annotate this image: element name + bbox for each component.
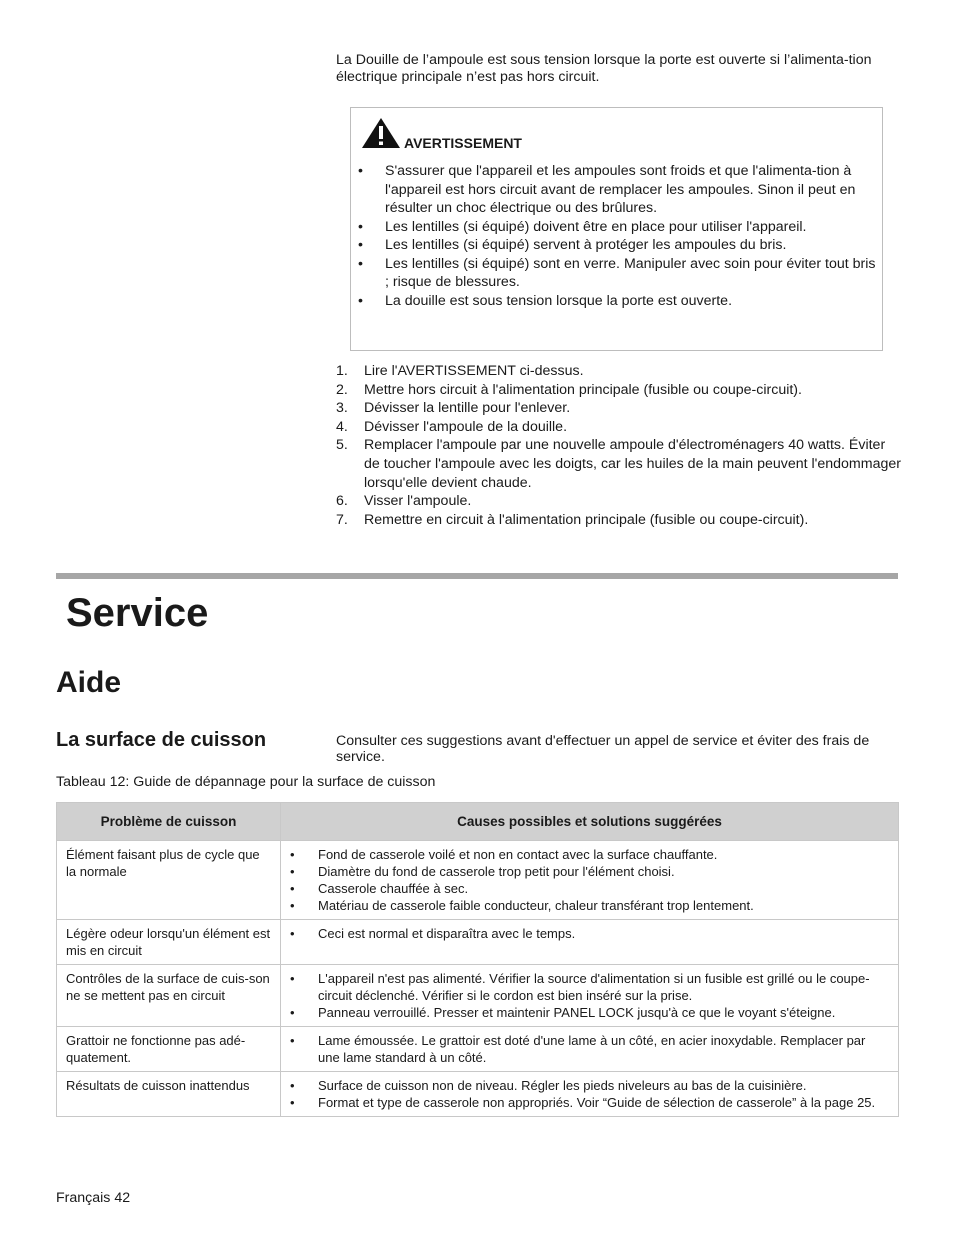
solution-text: L'appareil n'est pas alimenté. Vérifier la source d'alimentation si un fusible est grillé ou le coupe-circuit déclenché. Vérifier si le cordon est bien inséré sur la prise. [318,971,870,1003]
solution-item [289,1004,884,1021]
solution-item [289,846,884,863]
solution-item [289,970,884,1004]
warning-item-text: Les lentilles (si équipé) servent à protéger les ampoules du bris. [385,237,787,253]
step-number: 3. [336,400,348,417]
warning-triangle-icon [361,117,401,149]
table-row [57,965,899,1027]
topic-title: La surface de cuisson [56,729,267,751]
solution-text: Casserole chauffée à sec. [318,881,469,896]
warning-header [361,117,522,149]
bullet-icon: • [290,1095,295,1110]
troubleshooting-table [56,802,899,1117]
solution-text: Format et type de casserole non appropriés. Voir “Guide de sélection de casserole” à la page 25. [318,1095,876,1110]
intro-paragraph: La Douille de l’ampoule est sous tension lorsque la porte est ouverte si l’alimenta-tion électrique principale n’est pas hors circuit. [336,52,872,85]
column-header-problem: Problème de cuisson [57,803,281,841]
bullet-icon: • [290,898,295,913]
solutions-list [289,1032,884,1066]
step-item [336,418,902,437]
solution-text: Diamètre du fond de casserole trop petit pour l'élément choisi. [318,864,675,879]
bullet-icon: • [290,1033,295,1048]
bullet-icon: • [290,1005,295,1020]
problem-cell: Légère odeur lorsqu'un élément est mis en circuit [57,920,281,965]
problem-cell: Résultats de cuisson inattendus [57,1072,281,1117]
subsection-title: Aide [56,666,122,699]
step-item [336,511,902,530]
column-header-solutions: Causes possibles et solutions suggérées [281,803,899,841]
solutions-list [289,1077,884,1111]
step-text: Mettre hors circuit à l'alimentation principale (fusible ou coupe-circuit). [364,381,802,398]
step-number: 2. [336,381,348,398]
warning-box [350,107,883,351]
bullet-icon: • [358,218,363,235]
bullet-icon: • [290,881,295,896]
solutions-cell [281,1027,899,1072]
warning-item [357,292,877,311]
table-row [57,841,899,920]
step-item [336,362,902,381]
warning-item-text: La douille est sous tension lorsque la porte est ouverte. [385,292,733,309]
table-caption: Tableau 12: Guide de dépannage pour la surface de cuisson [56,774,436,790]
warning-list [357,162,877,310]
solution-item [289,925,884,942]
step-text: Lire l'AVERTISSEMENT ci-dessus. [364,363,584,379]
warning-item [357,255,877,292]
step-text: Dévisser la lentille pour l'enlever. [364,400,571,417]
solutions-cell [281,1072,899,1117]
step-text: Dévisser l'ampoule de la douille. [364,418,568,435]
solutions-cell [281,920,899,965]
solution-text: Matériau de casserole faible conducteur, chaleur transférant trop lentement. [318,898,754,913]
solution-text: Panneau verrouillé. Presser et maintenir PANEL LOCK jusqu'à ce que le voyant s'éteigne. [318,1005,836,1020]
bullet-icon: • [290,971,295,986]
step-item [336,436,902,492]
topic-description: Consulter ces suggestions avant d'effectuer un appel de service et éviter des frais de service. [336,733,870,765]
solutions-list [289,925,884,942]
page-footer: Français 42 [56,1190,131,1206]
solution-text: Lame émoussée. Le grattoir est doté d'une lame à un côté, en acier inoxydable. Remplacer par une lame standard à un côté. [318,1033,866,1065]
table-header-row [57,803,899,841]
bullet-icon: • [358,292,363,309]
section-divider [56,573,898,579]
warning-item [357,162,877,218]
problem-cell: Contrôles de la surface de cuis-son ne se mettent pas en circuit [57,965,281,1027]
solution-item [289,1077,884,1094]
table-row [57,920,899,965]
warning-title: AVERTISSEMENT [404,135,522,151]
step-number: 4. [336,418,348,435]
step-item [336,492,902,511]
solutions-cell [281,965,899,1027]
warning-item-text: S'assurer que l'appareil et les ampoules sont froids et que l'alimenta-tion à l'appareil est hors circuit avant de remplacer les ampoules. Sinon il peut en résulter un choc électrique ou des brûlures. [385,163,856,216]
warning-item [357,218,877,237]
problem-cell: Élément faisant plus de cycle que la normale [57,841,281,920]
solution-item [289,897,884,914]
bullet-icon: • [290,864,295,879]
bullet-icon: • [358,255,363,272]
step-number: 6. [336,493,348,510]
step-item [336,381,902,400]
bullet-icon: • [290,926,295,941]
step-text: Remettre en circuit à l'alimentation principale (fusible ou coupe-circuit). [364,511,809,528]
replacement-steps [336,362,902,529]
problem-cell: Grattoir ne fonctionne pas adé-quatement. [57,1027,281,1072]
solution-item [289,880,884,897]
step-number: 7. [336,511,348,528]
section-title: Service [66,591,209,635]
warning-item-text: Les lentilles (si équipé) doivent être en place pour utiliser l'appareil. [385,218,807,235]
solution-item [289,1032,884,1066]
step-number: 5. [336,437,348,454]
bullet-icon: • [290,847,295,862]
step-item [336,399,902,418]
solutions-cell [281,841,899,920]
step-number: 1. [336,363,348,379]
table-row [57,1072,899,1117]
solution-item [289,1094,884,1111]
bullet-icon: • [290,1078,295,1093]
solutions-list [289,846,884,914]
solution-item [289,863,884,880]
table-row [57,1027,899,1072]
solution-text: Surface de cuisson non de niveau. Régler les pieds niveleurs au bas de la cuisinière. [318,1078,807,1093]
step-text: Visser l'ampoule. [364,493,472,510]
bullet-icon: • [358,237,363,253]
warning-item-text: Les lentilles (si équipé) sont en verre. Manipuler avec soin pour éviter tout bris ; risque de blessures. [385,255,876,290]
solution-text: Fond de casserole voilé et non en contact avec la surface chauffante. [318,847,718,862]
warning-item [357,236,877,255]
bullet-icon: • [358,163,363,179]
step-text: Remplacer l'ampoule par une nouvelle ampoule d'électroménagers 40 watts. Éviter de toucher l'ampoule avec les doigts, car les huiles de la main peuvent l'endommager lorsqu'elle devient chaude. [364,437,901,491]
solution-text: Ceci est normal et disparaîtra avec le temps. [318,926,576,941]
solutions-list [289,970,884,1021]
